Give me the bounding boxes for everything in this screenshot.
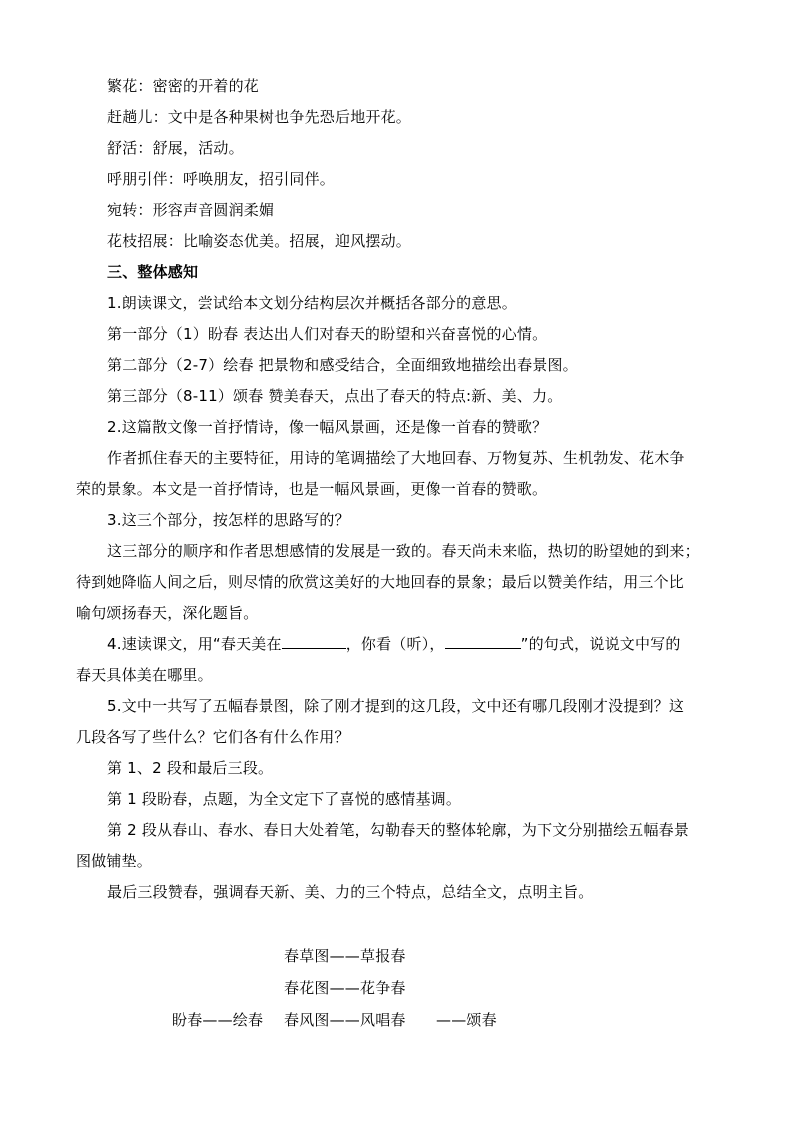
diagram-right: ——颂春 <box>436 1011 497 1029</box>
diagram-row-3: 春风图——风唱春 <box>284 1011 406 1029</box>
vocab-hupengyinban: 呼朋引伴：呼唤朋友，招引同伴。 <box>107 170 336 188</box>
part-2: 第二部分（2-7）绘春 把景物和感受结合，全面细致地描绘出春景图。 <box>107 356 578 374</box>
part-3: 第三部分（8-11）颂春 赞美春天，点出了春天的特点:新、美、力。 <box>107 387 563 405</box>
question-1: 1.朗读课文，尝试给本文划分结构层次并概括各部分的意思。 <box>107 294 517 312</box>
answer-5-line-2: 第 1 段盼春，点题，为全文定下了喜悦的感情基调。 <box>107 790 462 808</box>
fill-blank-1 <box>282 634 346 649</box>
question-2: 2.这篇散文像一首抒情诗，像一幅风景画，还是像一首春的赞歌？ <box>107 418 548 436</box>
answer-3-line-1: 这三部分的顺序和作者思想感情的发展是一致的。春天尚未来临，热切的盼望她的到来； <box>107 542 700 560</box>
diagram-row-1: 春草图——草报春 <box>284 947 406 965</box>
answer-2-line-1: 作者抓住春天的主要特征，用诗的笔调描绘了大地回春、万物复苏、生机勃发、花木争 <box>107 449 685 467</box>
answer-5-line-3: 第 2 段从春山、春水、春日大处着笔，勾勒春天的整体轮廓，为下文分别描绘五幅春景 <box>107 821 690 839</box>
vocab-gantanger: 赶趟儿：文中是各种果树也争先恐后地开花。 <box>107 108 412 126</box>
section-heading: 三、整体感知 <box>107 263 199 281</box>
question-4-suffix: ”的句式，说说文中写的 <box>520 635 681 653</box>
vocab-huazhizhaozhan: 花枝招展：比喻姿态优美。招展，迎风摆动。 <box>107 232 412 250</box>
vocab-fanhua: 繁花：密密的开着的花 <box>107 77 260 95</box>
answer-5-line-4: 图做铺垫。 <box>76 852 153 870</box>
vocab-shuhuo: 舒活：舒展，活动。 <box>107 139 244 157</box>
question-4-middle: ，你看（听）， <box>345 635 445 653</box>
vocab-wanzhuan: 宛转：形容声音圆润柔媚 <box>107 201 275 219</box>
answer-3-line-3: 喻句颂扬春天，深化题旨。 <box>76 604 259 622</box>
diagram-left: 盼春——绘春 <box>172 1011 264 1029</box>
question-3: 3.这三个部分，按怎样的思路写的？ <box>107 511 350 529</box>
answer-3-line-2: 待到她降临人间之后，则尽情的欣赏这美好的大地回春的景象；最后以赞美作结，用三个比 <box>76 573 685 591</box>
answer-5-line-5: 最后三段赞春，强调春天新、美、力的三个特点，总结全文，点明主旨。 <box>107 883 594 901</box>
question-4-prefix: 4.速读课文，用“春天美在 <box>107 635 282 653</box>
part-1: 第一部分（1）盼春 表达出人们对春天的盼望和兴奋喜悦的心情。 <box>107 325 548 343</box>
question-4 <box>107 634 681 654</box>
diagram-row-2: 春花图——花争春 <box>284 979 406 997</box>
question-4-line-2: 春天具体美在哪里。 <box>76 666 213 684</box>
question-5-line-2: 几段各写了些什么？它们各有什么作用？ <box>76 728 350 746</box>
answer-5-line-1: 第 1、2 段和最后三段。 <box>107 759 274 777</box>
question-5-line-1: 5.文中一共写了五幅春景图，除了刚才提到的这几段，文中还有哪几段刚才没提到？这 <box>107 697 685 715</box>
answer-2-line-2: 荣的景象。本文是一首抒情诗，也是一幅风景画，更像一首春的赞歌。 <box>76 480 548 498</box>
fill-blank-2 <box>445 634 521 649</box>
